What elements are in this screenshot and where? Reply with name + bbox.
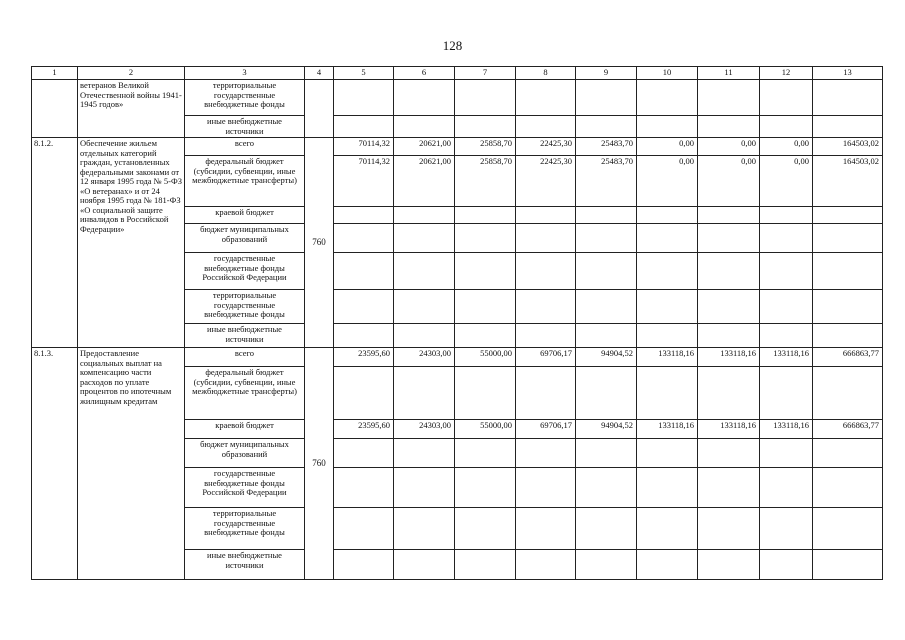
column-header: 2 [78,67,185,80]
value-cell [576,116,637,138]
value-cell [698,324,760,348]
value-cell: 22425,30 [516,138,576,156]
value-cell [760,80,813,116]
value-cell [394,367,455,420]
value-cell [637,290,698,324]
value-cell [637,367,698,420]
value-cell [455,253,516,290]
column-header: 7 [455,67,516,80]
code-cell: 760 [305,138,334,348]
value-cell: 25483,70 [576,156,637,207]
value-cell [698,224,760,253]
value-cell [516,439,576,468]
value-cell [760,439,813,468]
value-cell [813,324,883,348]
value-cell [760,253,813,290]
value-cell: 69706,17 [516,420,576,439]
value-cell [455,468,516,508]
value-cell: 70114,32 [334,156,394,207]
value-cell [334,224,394,253]
value-cell [334,253,394,290]
value-cell [576,508,637,550]
value-cell [760,508,813,550]
value-cell: 55000,00 [455,420,516,439]
value-cell [516,324,576,348]
value-cell [637,116,698,138]
value-cell: 0,00 [760,138,813,156]
value-cell [698,508,760,550]
value-cell [516,253,576,290]
budget-table [31,66,883,580]
value-cell [813,367,883,420]
value-cell [516,80,576,116]
value-cell [576,468,637,508]
value-cell [698,253,760,290]
funding-source-cell: государственные внебюджетные фонды Российской Федерации [185,253,305,290]
value-cell [516,550,576,580]
value-cell [334,207,394,224]
value-cell: 24303,00 [394,420,455,439]
table-row [32,138,883,156]
item-name-cell: Предоставление социальных выплат на компенсацию части расходов по уплате процентов по ипотечным жилищным кредитам [78,348,185,580]
column-header: 8 [516,67,576,80]
value-cell [394,290,455,324]
value-cell [394,80,455,116]
value-cell [455,116,516,138]
column-header: 1 [32,67,78,80]
value-cell [637,224,698,253]
value-cell: 24303,00 [394,348,455,367]
column-header: 9 [576,67,637,80]
column-header: 11 [698,67,760,80]
value-cell [455,290,516,324]
funding-source-cell: территориальные государственные внебюджетные фонды [185,290,305,324]
value-cell [698,439,760,468]
value-cell [760,367,813,420]
value-cell: 133118,16 [637,420,698,439]
funding-source-cell: краевой бюджет [185,207,305,224]
value-cell [698,207,760,224]
value-cell [637,439,698,468]
value-cell [698,116,760,138]
value-cell [576,224,637,253]
value-cell [516,508,576,550]
value-cell [516,367,576,420]
value-cell [455,550,516,580]
value-cell [455,367,516,420]
funding-source-cell: иные внебюджетные источники [185,324,305,348]
value-cell [813,207,883,224]
funding-source-cell: всего [185,348,305,367]
value-cell [813,253,883,290]
value-cell [334,116,394,138]
page-number: 128 [442,38,463,53]
value-cell [576,207,637,224]
value-cell [516,207,576,224]
value-cell: 25858,70 [455,156,516,207]
value-cell [637,80,698,116]
value-cell [394,324,455,348]
value-cell [455,439,516,468]
value-cell [576,80,637,116]
value-cell: 25858,70 [455,138,516,156]
value-cell [576,324,637,348]
value-cell: 0,00 [760,156,813,207]
value-cell [760,224,813,253]
funding-source-cell: всего [185,138,305,156]
item-name-cell: ветеранов Великой Отечественной войны 1941-1945 годов» [78,80,185,138]
code-cell [305,80,334,138]
value-cell [813,439,883,468]
value-cell [637,253,698,290]
item-number-cell: 8.1.2. [32,138,78,348]
value-cell: 0,00 [698,156,760,207]
funding-source-cell: территориальные государственные внебюджетные фонды [185,80,305,116]
funding-source-cell: иные внебюджетные источники [185,116,305,138]
column-header: 6 [394,67,455,80]
value-cell: 666863,77 [813,348,883,367]
value-cell [576,253,637,290]
value-cell: 0,00 [637,156,698,207]
value-cell [637,207,698,224]
value-cell [516,116,576,138]
code-cell: 760 [305,348,334,580]
funding-source-cell: федеральный бюджет (субсидии, субвенции, иные межбюджетные трансферты) [185,367,305,420]
value-cell [813,116,883,138]
value-cell [334,324,394,348]
funding-source-cell: федеральный бюджет (субсидии, субвенции, иные межбюджетные трансферты) [185,156,305,207]
column-header: 5 [334,67,394,80]
value-cell [455,224,516,253]
value-cell [394,207,455,224]
funding-source-cell: краевой бюджет [185,420,305,439]
value-cell: 25483,70 [576,138,637,156]
value-cell: 133118,16 [698,348,760,367]
value-cell [394,468,455,508]
value-cell [334,439,394,468]
funding-source-cell: бюджет муниципальных образований [185,224,305,253]
column-header: 10 [637,67,698,80]
value-cell [516,224,576,253]
value-cell [760,324,813,348]
value-cell [334,80,394,116]
value-cell [394,253,455,290]
value-cell [455,80,516,116]
value-cell [637,468,698,508]
value-cell [455,207,516,224]
value-cell [760,468,813,508]
value-cell [760,550,813,580]
value-cell [394,508,455,550]
value-cell [334,468,394,508]
table-body [32,67,883,580]
value-cell [698,468,760,508]
value-cell: 94904,52 [576,348,637,367]
value-cell [637,550,698,580]
value-cell: 666863,77 [813,420,883,439]
column-header: 12 [760,67,813,80]
value-cell: 133118,16 [637,348,698,367]
funding-source-cell: бюджет муниципальных образований [185,439,305,468]
value-cell [394,116,455,138]
value-cell [516,468,576,508]
value-cell: 164503,02 [813,156,883,207]
value-cell [698,80,760,116]
value-cell [394,439,455,468]
value-cell: 0,00 [637,138,698,156]
value-cell: 0,00 [698,138,760,156]
value-cell [813,508,883,550]
value-cell [394,224,455,253]
value-cell [516,290,576,324]
value-cell: 20621,00 [394,138,455,156]
value-cell [334,290,394,324]
value-cell: 55000,00 [455,348,516,367]
value-cell: 23595,60 [334,420,394,439]
value-cell [813,80,883,116]
value-cell: 133118,16 [760,420,813,439]
item-number-cell: 8.1.3. [32,348,78,580]
table-row [32,80,883,116]
value-cell [760,290,813,324]
value-cell [334,550,394,580]
table-row [32,348,883,367]
column-header: 4 [305,67,334,80]
value-cell [576,367,637,420]
value-cell [637,508,698,550]
value-cell: 164503,02 [813,138,883,156]
item-number-cell [32,80,78,138]
value-cell [698,367,760,420]
value-cell: 22425,30 [516,156,576,207]
value-cell: 23595,60 [334,348,394,367]
value-cell [576,439,637,468]
value-cell [813,290,883,324]
value-cell: 94904,52 [576,420,637,439]
value-cell [698,550,760,580]
value-cell [576,290,637,324]
item-name-cell: Обеспечение жильем отдельных категорий граждан, установленных федеральными законами от 12 января 1995 года № 5-ФЗ «О ветеранах» и от 24 ноября 1995 года № 181-ФЗ «О социальной защите инвалидов в Российской Федерации» [78,138,185,348]
value-cell [813,224,883,253]
value-cell: 133118,16 [698,420,760,439]
value-cell: 69706,17 [516,348,576,367]
value-cell [813,550,883,580]
value-cell [813,468,883,508]
value-cell [334,367,394,420]
value-cell [455,324,516,348]
value-cell [576,550,637,580]
column-header: 3 [185,67,305,80]
value-cell: 70114,32 [334,138,394,156]
value-cell [637,324,698,348]
value-cell [394,550,455,580]
value-cell: 133118,16 [760,348,813,367]
funding-source-cell: территориальные государственные внебюджетные фонды [185,508,305,550]
value-cell [760,207,813,224]
value-cell [760,116,813,138]
funding-source-cell: иные внебюджетные источники [185,550,305,580]
column-header: 13 [813,67,883,80]
funding-source-cell: государственные внебюджетные фонды Российской Федерации [185,468,305,508]
value-cell [334,508,394,550]
value-cell: 20621,00 [394,156,455,207]
header-row [32,67,883,80]
value-cell [455,508,516,550]
value-cell [698,290,760,324]
